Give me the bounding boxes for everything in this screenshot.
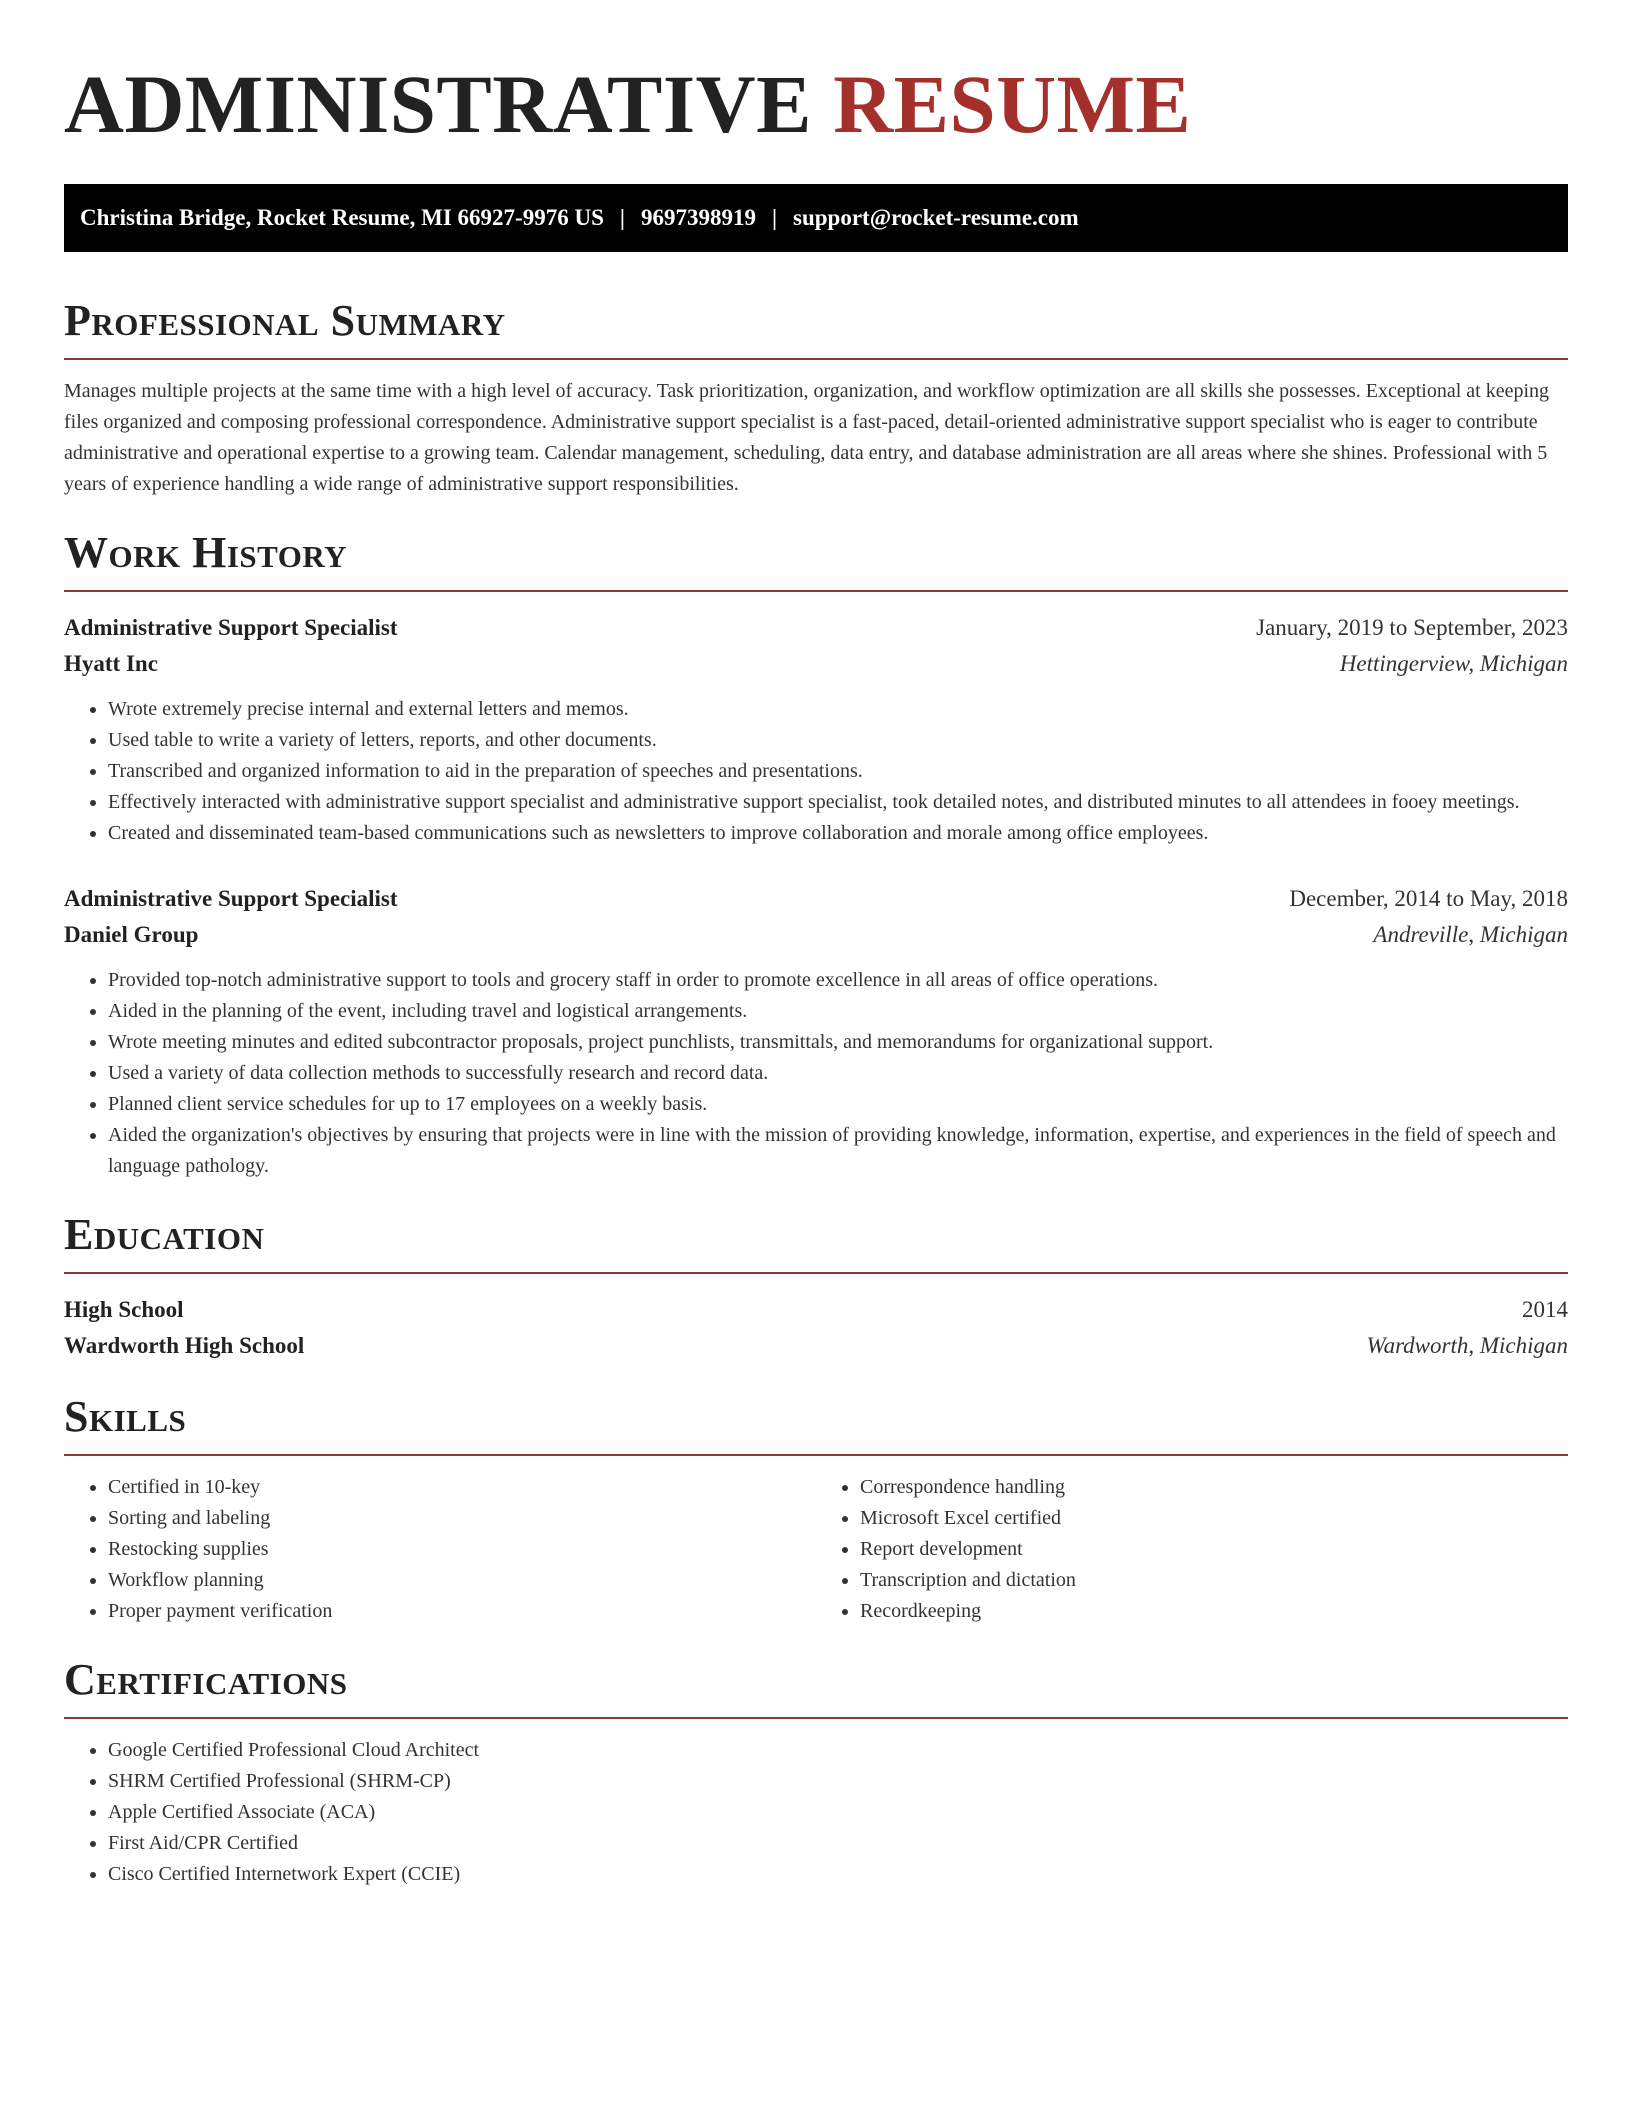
education-school-row xyxy=(64,1328,1568,1364)
list-item: • Planned client service schedules for up to 17 employees on a weekly basis. xyxy=(108,1089,1568,1120)
job-dates: January, 2019 to September, 2023 xyxy=(1256,615,1568,640)
skills-columns xyxy=(64,1472,1568,1627)
title-main: ADMINISTRATIVE xyxy=(64,58,812,150)
list-item: • Used a variety of data collection methods to successfully research and record data. xyxy=(108,1058,1568,1089)
job-bullets xyxy=(64,694,1568,849)
education-school: Wardworth High School xyxy=(64,1333,305,1358)
skills-list-right xyxy=(816,1472,1568,1627)
contact-bar xyxy=(64,184,1568,252)
list-item: • Recordkeeping xyxy=(860,1596,1568,1627)
job-title: Administrative Support Specialist xyxy=(64,615,398,640)
job-entry xyxy=(64,881,1568,1182)
section-divider xyxy=(64,358,1568,360)
list-item: • Aided the organization's objectives by ensuring that projects were in line with the mission of providing knowledge, information, expertise, and experiences in the field of speech and language pathology. xyxy=(108,1120,1568,1182)
list-item: • Provided top-notch administrative support to tools and grocery staff in order to promote excellence in all areas of office operations. xyxy=(108,965,1568,996)
certifications-list xyxy=(64,1735,1568,1890)
job-company-row xyxy=(64,646,1568,682)
education-year: 2014 xyxy=(1522,1297,1568,1322)
resume-title xyxy=(64,56,1568,152)
summary-section xyxy=(64,294,1568,500)
contact-separator: | xyxy=(771,205,778,230)
list-item: • Microsoft Excel certified xyxy=(860,1503,1568,1534)
education-section xyxy=(64,1208,1568,1364)
list-item: • Correspondence handling xyxy=(860,1472,1568,1503)
section-divider xyxy=(64,1454,1568,1456)
education-degree-row xyxy=(64,1292,1568,1328)
list-item: • Created and disseminated team-based communications such as newsletters to improve collaboration and morale among office employees. xyxy=(108,818,1568,849)
list-item: • Workflow planning xyxy=(108,1565,816,1596)
job-title-row xyxy=(64,881,1568,917)
list-item: • Wrote meeting minutes and edited subcontractor proposals, project punchlists, transmittals, and memorandums for organizational support. xyxy=(108,1027,1568,1058)
contact-email: support@rocket-resume.com xyxy=(793,205,1079,230)
work-section xyxy=(64,526,1568,1182)
contact-separator: | xyxy=(619,205,625,230)
list-item: • First Aid/CPR Certified xyxy=(108,1828,1568,1859)
list-item: • Restocking supplies xyxy=(108,1534,816,1565)
title-accent: RESUME xyxy=(833,58,1192,150)
list-item: • Effectively interacted with administrative support specialist and administrative support specialist, took detailed notes, and distributed minutes to all attendees in fooey meetings. xyxy=(108,787,1568,818)
list-item: • Sorting and labeling xyxy=(108,1503,816,1534)
list-item: • SHRM Certified Professional (SHRM-CP) xyxy=(108,1766,1568,1797)
skills-list-left xyxy=(64,1472,816,1627)
job-title: Administrative Support Specialist xyxy=(64,886,398,911)
contact-address: Christina Bridge, Rocket Resume, MI 66927-9976 US xyxy=(80,205,604,230)
education-entry xyxy=(64,1292,1568,1364)
skills-heading: Skills xyxy=(64,1392,187,1441)
education-degree: High School xyxy=(64,1297,184,1322)
list-item: • Report development xyxy=(860,1534,1568,1565)
work-heading: Work History xyxy=(64,528,348,577)
section-divider xyxy=(64,1717,1568,1719)
list-item: • Aided in the planning of the event, including travel and logistical arrangements. xyxy=(108,996,1568,1027)
section-divider xyxy=(64,1272,1568,1274)
list-item: • Proper payment verification xyxy=(108,1596,816,1627)
skills-section xyxy=(64,1390,1568,1627)
section-divider xyxy=(64,590,1568,592)
list-item: • Used table to write a variety of letters, reports, and other documents. xyxy=(108,725,1568,756)
list-item: • Transcribed and organized information to aid in the preparation of speeches and presentations. xyxy=(108,756,1568,787)
job-entry xyxy=(64,610,1568,849)
summary-text: Manages multiple projects at the same time with a high level of accuracy. Task prioritization, organization, and workflow optimization are all skills she possesses. Exceptional at keeping files organized and composing professional correspondence. Administrative support specialist is a fast-paced, detail-oriented administrative support specialist who is eager to contribute administrative and operational expertise to a growing team. Calendar management, scheduling, data entry, and database administration are all areas where she shines. Professional with 5 years of experience handling a wide range of administrative support responsibilities. xyxy=(64,380,1550,495)
list-item: • Transcription and dictation xyxy=(860,1565,1568,1596)
job-bullets xyxy=(64,965,1568,1182)
job-company-row xyxy=(64,917,1568,953)
summary-heading: Professional Summary xyxy=(64,296,506,345)
certifications-section xyxy=(64,1653,1568,1890)
list-item: • Google Certified Professional Cloud Architect xyxy=(108,1735,1568,1766)
education-heading: Education xyxy=(64,1210,265,1259)
job-title-row xyxy=(64,610,1568,646)
list-item: • Certified in 10-key xyxy=(108,1472,816,1503)
job-company: Daniel Group xyxy=(64,922,199,947)
contact-phone: 9697398919 xyxy=(640,205,756,230)
list-item: • Wrote extremely precise internal and external letters and memos. xyxy=(108,694,1568,725)
job-company: Hyatt Inc xyxy=(64,651,158,676)
job-location: Andreville, Michigan xyxy=(1373,922,1568,947)
job-location: Hettingerview, Michigan xyxy=(1339,651,1568,676)
education-location: Wardworth, Michigan xyxy=(1366,1333,1568,1358)
certifications-heading: Certifications xyxy=(64,1655,348,1704)
job-dates: December, 2014 to May, 2018 xyxy=(1289,886,1568,911)
list-item: • Cisco Certified Internetwork Expert (CCIE) xyxy=(108,1859,1568,1890)
list-item: • Apple Certified Associate (ACA) xyxy=(108,1797,1568,1828)
